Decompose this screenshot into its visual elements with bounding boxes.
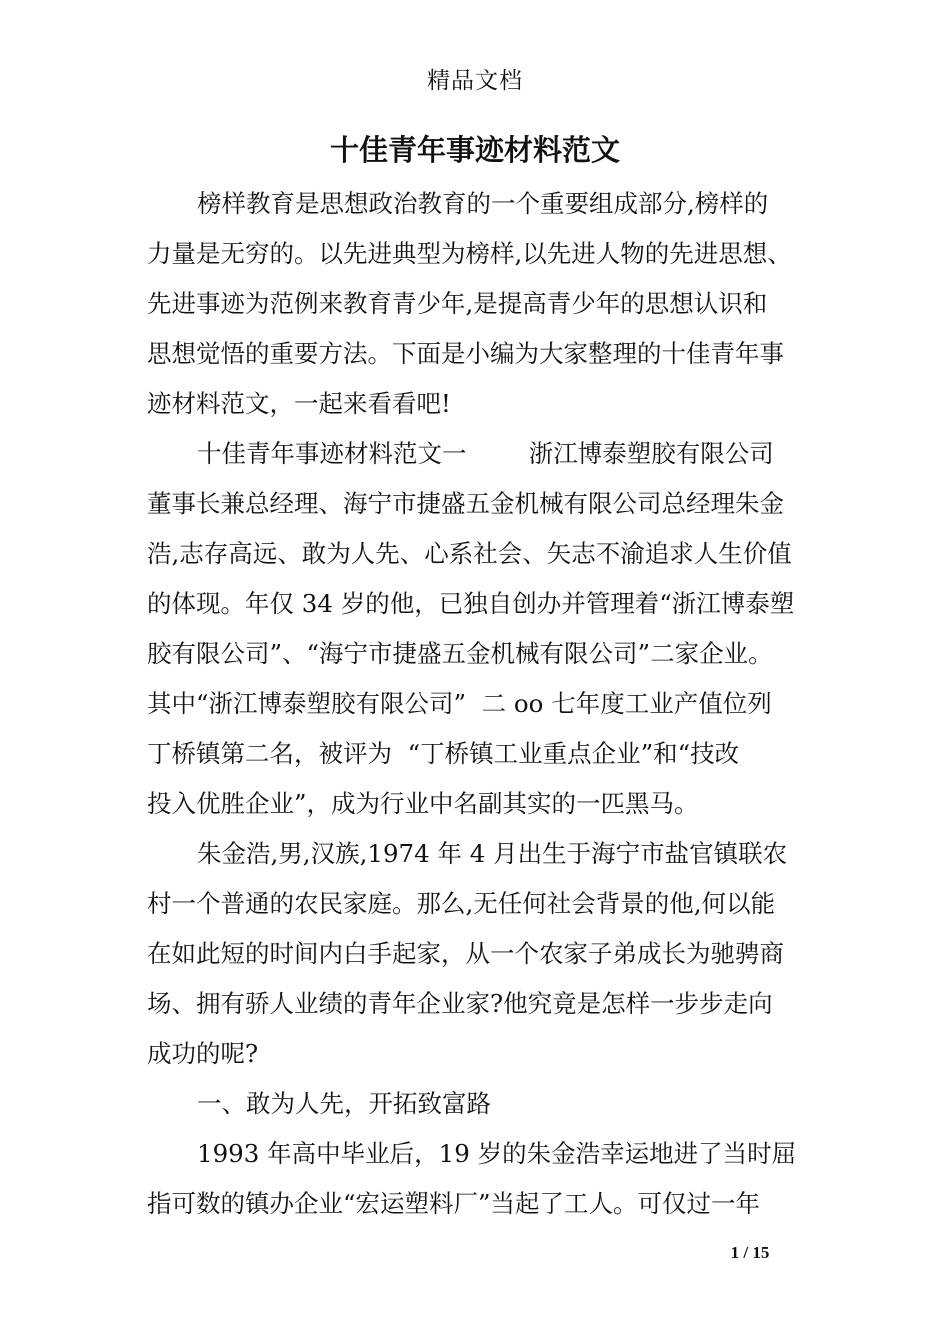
text-line: 胶有限公司”、“海宁市捷盛五金机械有限公司”二家企业。 xyxy=(147,639,773,668)
text-line: 丁桥镇第二名，被评为 “丁桥镇工业重点企业”和“技改 xyxy=(147,739,740,768)
text-line: 1993 年高中毕业后，19 岁的朱金浩幸运地进了当时屈 xyxy=(197,1139,797,1168)
text-line: 董事长兼总经理、海宁市捷盛五金机械有限公司总经理朱金 xyxy=(147,489,784,518)
document-title: 十佳青年事迹材料范文 xyxy=(329,133,620,167)
text-line: 在如此短的时间内白手起家，从一个农家子弟成长为驰骋商 xyxy=(147,939,784,968)
text-line: 朱金浩,男,汉族,1974 年 4 月出生于海宁市盐官镇联农 xyxy=(197,839,788,868)
text-line: 先进事迹为范例来教育青少年,是提高青少年的思想认识和 xyxy=(147,289,768,318)
text-line: 其中“浙江博泰塑胶有限公司” 二 oo 七年度工业产值位列 xyxy=(147,689,772,718)
text-line: 榜样教育是思想政治教育的一个重要组成部分,榜样的 xyxy=(197,189,769,218)
text-line: 成功的呢? xyxy=(147,1039,259,1068)
text-line: 指可数的镇办企业“宏运塑料厂”当起了工人。可仅过一年 xyxy=(147,1189,761,1218)
page-number: 1 / 15 xyxy=(730,1243,770,1262)
text-line: 迹材料范文，一起来看看吧! xyxy=(147,389,451,418)
text-line: 十佳青年事迹材料范文一 浙江博泰塑胶有限公司 xyxy=(197,439,774,468)
text-line: 思想觉悟的重要方法。下面是小编为大家整理的十佳青年事 xyxy=(147,339,784,368)
text-line: 力量是无穷的。以先进典型为榜样,以先进人物的先进思想、 xyxy=(147,239,792,268)
page-header: 精品文档 xyxy=(427,68,523,94)
text-line: 村一个普通的农民家庭。那么,无任何社会背景的他,何以能 xyxy=(147,889,776,918)
text-line: 投入优胜企业”，成为行业中名副其实的一匹黑马。 xyxy=(147,789,699,818)
text-line: 一、敢为人先，开拓致富路 xyxy=(197,1089,491,1118)
document-body xyxy=(147,179,809,1229)
text-line: 浩,志存高远、敢为人先、心系社会、矢志不渝追求人生价值 xyxy=(147,539,792,568)
text-line: 场、拥有骄人业绩的青年企业家?他究竟是怎样一步步走向 xyxy=(147,989,773,1018)
text-line: 的体现。年仅 34 岁的他，已独自创办并管理着“浙江博泰塑 xyxy=(147,589,795,618)
